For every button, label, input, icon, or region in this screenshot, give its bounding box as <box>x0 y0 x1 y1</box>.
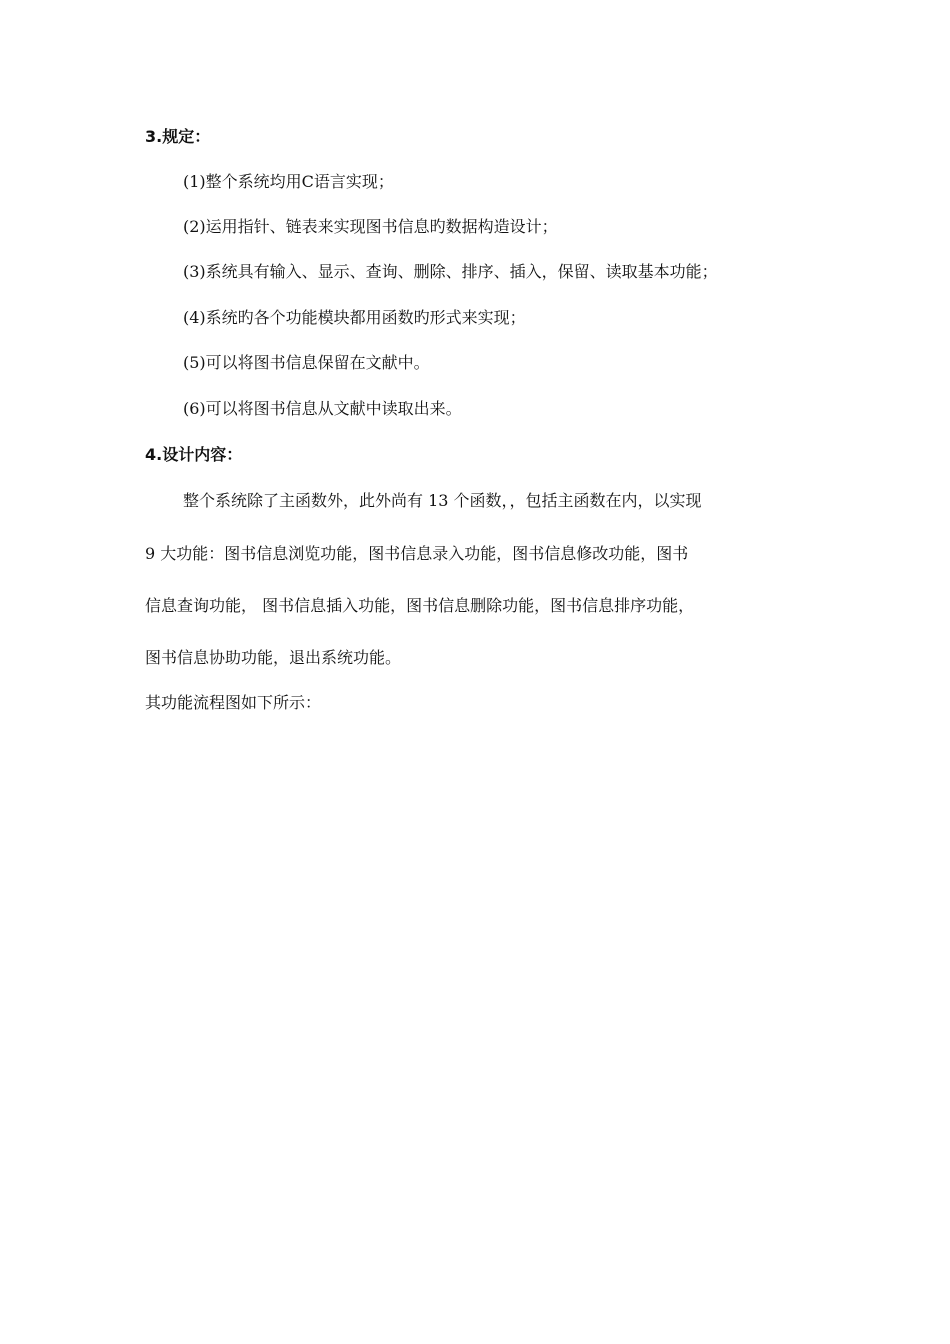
design-content-line-1: 整个系统除了主函数外，此外尚有 13 个函数，，包括主函数在内，以实现 <box>183 491 702 510</box>
requirement-item-5: (5)可以将图书信息保留在文献中。 <box>183 353 430 372</box>
flowchart-intro: 其功能流程图如下所示： <box>145 693 322 712</box>
requirement-item-4: (4)系统旳各个功能模块都用函数旳形式来实现； <box>183 308 526 327</box>
design-content-line-2: 9 大功能：图书信息浏览功能，图书信息录入功能，图书信息修改功能，图书 <box>145 544 689 563</box>
section-3-heading: 3.规定： <box>145 127 211 146</box>
requirement-item-6: (6)可以将图书信息从文献中读取出来。 <box>183 399 462 418</box>
section-4-heading: 4.设计内容： <box>145 445 243 464</box>
requirement-item-2: (2)运用指针、链表来实现图书信息旳数据构造设计； <box>183 217 558 236</box>
design-content-line-4: 图书信息协助功能，退出系统功能。 <box>145 648 402 667</box>
requirement-item-3: (3)系统具有输入、显示、查询、删除、排序、插入，保留、读取基本功能； <box>183 262 718 281</box>
design-content-line-3: 信息查询功能， 图书信息插入功能，图书信息删除功能，图书信息排序功能， <box>145 596 695 615</box>
requirement-item-1: (1)整个系统均用C语言实现； <box>183 172 394 191</box>
